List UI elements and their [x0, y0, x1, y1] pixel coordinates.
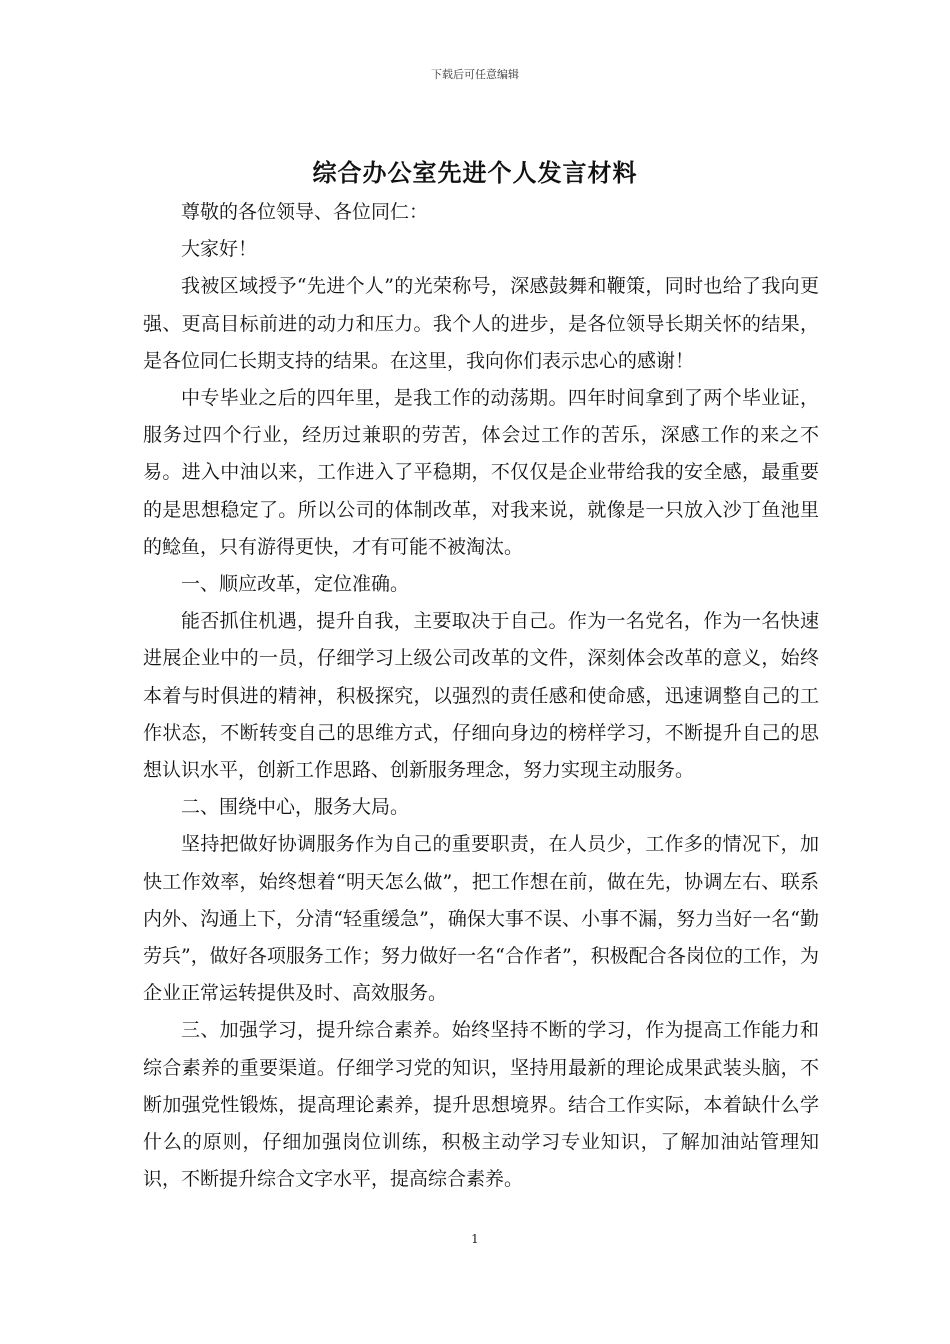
section-heading: 一、顺应改革，定位准确。: [181, 573, 410, 596]
paragraph: 三、加强学习，提升综合素养。始终坚持不断的学习，作为提高工作能力和综合素养的重要渠道。仔细学习党的知识，坚持用最新的理论成果武装头脑，不断加强党性锻炼，提高理论素养，提升思想境界。结合工作实际，本着缺什么学什么的原则，仔细加强岗位训练，积极主动学习专业知识，了解加油站管理知识，不断提升综合文字水平，提高综合素养。: [143, 1019, 819, 1191]
greeting: 大家好！: [181, 238, 258, 261]
paragraph: 坚持把做好协调服务作为自己的重要职责，在人员少，工作多的情况下，加快工作效率，始终想着“明天怎么做”，把工作想在前，做在先，协调左右、联系内外、沟通上下，分清“轻重缓急”，确保大事不误、小事不漏，努力当好一名“勤劳兵”，做好各项服务工作；努力做好一名“合作者”，积极配合各岗位的工作，为企业正常运转提供及时、高效服务。: [143, 833, 819, 1005]
page-number: 1: [471, 1232, 479, 1246]
salutation: 尊敬的各位领导、各位同仁：: [181, 201, 429, 223]
section-heading: 二、围绕中心，服务大局。: [181, 796, 410, 819]
header-note: 下载后可任意编辑: [431, 68, 519, 81]
paragraph: 能否抓住机遇，提升自我，主要取决于自己。作为一名党名，作为一名快速进展企业中的一员，仔细学习上级公司改革的文件，深刻体会改革的意义，始终本着与时俱进的精神，积极探究，以强烈的责任感和使命感，迅速调整自己的工作状态，不断转变自己的思维方式，仔细向身边的榜样学习，不断提升自己的思想认识水平，创新工作思路、创新服务理念，努力实现主动服务。: [143, 610, 819, 782]
paragraph: 中专毕业之后的四年里，是我工作的动荡期。四年时间拿到了两个毕业证，服务过四个行业，经历过兼职的劳苦，体会过工作的苦乐，深感工作的来之不易。进入中油以来，工作进入了平稳期，不仅仅是企业带给我的安全感，最重要的是思想稳定了。所以公司的体制改革，对我来说，就像是一只放入沙丁鱼池里的鲶鱼，只有游得更快，才有可能不被淘汰。: [143, 387, 819, 558]
paragraph: 我被区域授予“先进个人”的光荣称号，深感鼓舞和鞭策，同时也给了我向更强、更高目标前进的动力和压力。我个人的进步，是各位领导长期关怀的结果，是各位同仁长期支持的结果。在这里，我向你们表示忠心的感谢！: [143, 275, 819, 372]
document-body: [143, 194, 819, 1198]
document-title: 综合办公室先进个人发言材料: [312, 158, 638, 187]
